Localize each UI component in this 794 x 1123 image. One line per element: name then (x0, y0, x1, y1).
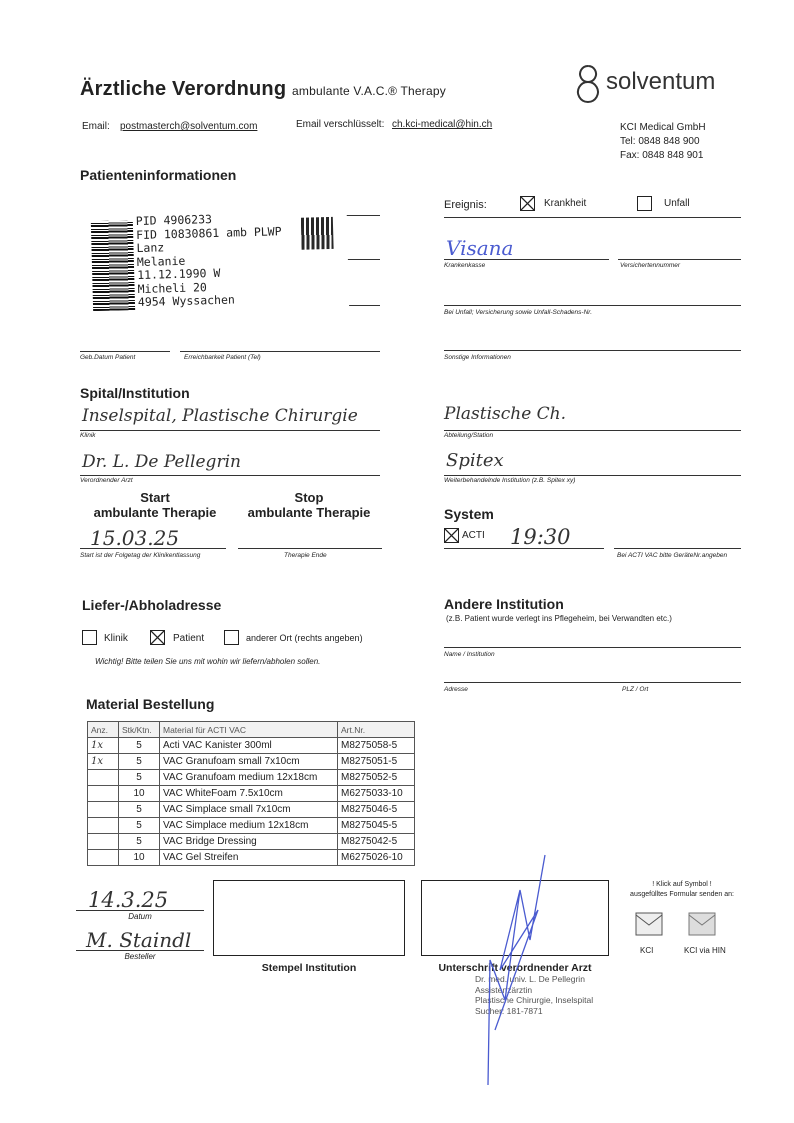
end-label: Therapie Ende (284, 552, 327, 559)
table-row: 10 VAC Gel Streifen M6275026-10 (88, 850, 415, 866)
orderer-value: M. Staindl (86, 928, 192, 952)
orderer-label: Besteller (124, 952, 156, 961)
table-row: 1x 5 Acti VAC Kanister 300ml M8275058-5 (88, 738, 415, 754)
material-section-title: Material Bestellung (86, 696, 215, 712)
signature-scribble-icon (460, 850, 570, 1090)
delivery-other-checkbox[interactable] (224, 630, 239, 645)
table-row: 1x 5 VAC Granufoam small 7x10cm M8275051-5 (88, 754, 415, 770)
checkmark-icon (445, 529, 458, 542)
mail-kci-label: KCI (640, 946, 654, 955)
acti-checkbox[interactable] (444, 528, 459, 543)
checkmark-icon (151, 631, 164, 644)
system-title: System (444, 506, 494, 522)
patient-sticker (79, 207, 350, 324)
mail-hin-button[interactable] (688, 912, 716, 941)
followup-label: Weiterbehandelnde Institution (z.B. Spitex xy) (444, 477, 576, 484)
doctor-label: Verordnender Arzt (80, 477, 133, 484)
barcode-icon (91, 220, 135, 311)
table-row: 5 VAC Granufoam medium 12x18cm M8275052-5 (88, 770, 415, 786)
delivery-patient-label: Patient (173, 633, 205, 644)
address-label: Adresse (444, 686, 468, 693)
clinic-label: Klinik (80, 432, 96, 439)
insured-no-label: Versichertennummer (620, 262, 681, 269)
delivery-patient-checkbox[interactable] (150, 630, 165, 645)
device-number-value: 19:30 (510, 525, 571, 549)
table-header-row: Anz. Stk/Ktn. Material für ACTI VAC Art.Nr. (88, 722, 415, 738)
patient-section-title: Patienteninformationen (80, 167, 237, 183)
delivery-note: Wichtig! Bitte teilen Sie uns mit wohin wir liefern/abholen sollen. (95, 657, 321, 666)
date-label: Datum (128, 912, 152, 921)
form-title: Ärztliche Verordnung ambulante V.A.C.® Therapy (80, 78, 446, 100)
table-row: 5 VAC Bridge Dressing M8275042-5 (88, 834, 415, 850)
dob-label: Geb.Datum Patient (80, 354, 136, 361)
delivery-clinic-checkbox[interactable] (82, 630, 97, 645)
delivery-section-title: Liefer-/Abholadresse (82, 597, 222, 613)
institution-section-title: Spital/Institution (80, 385, 190, 401)
email-label: Email: (82, 121, 110, 132)
followup-value: Spitex (446, 450, 504, 471)
stamp-box[interactable] (213, 880, 405, 956)
email-link[interactable]: postmasterch@solventum.com (120, 121, 258, 132)
event-label: Ereignis: (444, 199, 487, 211)
start-title: Start ambulante Therapie (93, 490, 217, 520)
company-name: KCI Medical GmbH (620, 122, 706, 133)
company-tel: Tel: 0848 848 900 (620, 136, 700, 147)
other-institution-title: Andere Institution (444, 596, 564, 612)
dept-label: Abteilung/Station (444, 432, 494, 439)
sticker-text: PID 4906233 FID 10830861 amb PLWP Lanz Melanie 11.12.1990 W Micheli 20 4954 Wyssachen (135, 212, 282, 310)
company-fax: Fax: 0848 848 901 (620, 150, 704, 161)
name-institution-label: Name / Institution (444, 651, 495, 658)
table-row: 10 VAC WhiteFoam 7.5x10cm M6275033-10 (88, 786, 415, 802)
checkmark-icon (521, 197, 534, 210)
envelope-icon (688, 912, 716, 936)
zip-label: PLZ / Ort (622, 686, 649, 693)
insurer-value: Visana (446, 236, 514, 260)
doctor-value: Dr. L. De Pellegrin (82, 452, 241, 472)
date-value: 14.3.25 (88, 888, 169, 912)
email-enc-label: Email verschlüsselt: (296, 119, 385, 130)
clinic-value: Inselspital, Plastische Chirurgie (82, 406, 358, 426)
table-row: 5 VAC Simplace small 7x10cm M8275046-5 (88, 802, 415, 818)
start-label: Start ist der Folgetag der Klinikentlassung (80, 552, 201, 559)
other-info-label: Sonstige Informationen (444, 354, 511, 361)
envelope-icon (635, 912, 663, 936)
acti-label: ACTI (462, 530, 485, 541)
delivery-clinic-label: Klinik (104, 633, 128, 644)
stamp-label: Stempel Institution (261, 962, 357, 974)
email-enc-link[interactable]: ch.kci-medical@hin.ch (392, 119, 493, 130)
doctor-stamp: Dr. med. univ. L. De Pellegrin Assistenzärztin Plastische Chirurgie, Inselspital Sucher: 181-7871 (475, 974, 594, 1016)
reach-label: Erreichbarkeit Patient (Tel) (184, 354, 261, 361)
accident-checkbox[interactable] (637, 196, 652, 211)
start-value: 15.03.25 (90, 526, 180, 550)
delivery-other-label: anderer Ort (rechts angeben) (246, 633, 363, 643)
mail-hin-label: KCI via HIN (684, 946, 726, 955)
table-row: 5 VAC Simplace medium 12x18cm M8275045-5 (88, 818, 415, 834)
qr-code-icon (301, 217, 334, 250)
accident-insurance-label: Bei Unfall; Versicherung sowie Unfall-Schadens-Nr. (444, 309, 592, 316)
system-note: Bei ACTI VAC bitte GeräteNr.angeben (617, 552, 728, 559)
logo-text: solventum (606, 68, 716, 95)
illness-checkbox[interactable] (520, 196, 535, 211)
dept-value: Plastische Ch. (444, 404, 567, 424)
insurer-label: Krankenkasse (444, 262, 486, 269)
mail-kci-button[interactable] (635, 912, 663, 941)
other-institution-note: (z.B. Patient wurde verlegt ins Pflegeheim, bei Verwandten etc.) (446, 614, 672, 623)
accident-label: Unfall (664, 198, 690, 209)
illness-label: Krankheit (544, 198, 587, 209)
logo-icon (568, 58, 608, 108)
send-instructions: ! Klick auf Symbol ! ausgefülltes Formular senden an: (630, 881, 734, 898)
solventum-logo (568, 58, 608, 113)
form-subtitle: ambulante V.A.C.® Therapy (292, 84, 446, 98)
material-table (87, 721, 415, 866)
stop-title: Stop ambulante Therapie (247, 490, 371, 520)
signature-label: Unterschrift verordnender Arzt (438, 962, 592, 974)
